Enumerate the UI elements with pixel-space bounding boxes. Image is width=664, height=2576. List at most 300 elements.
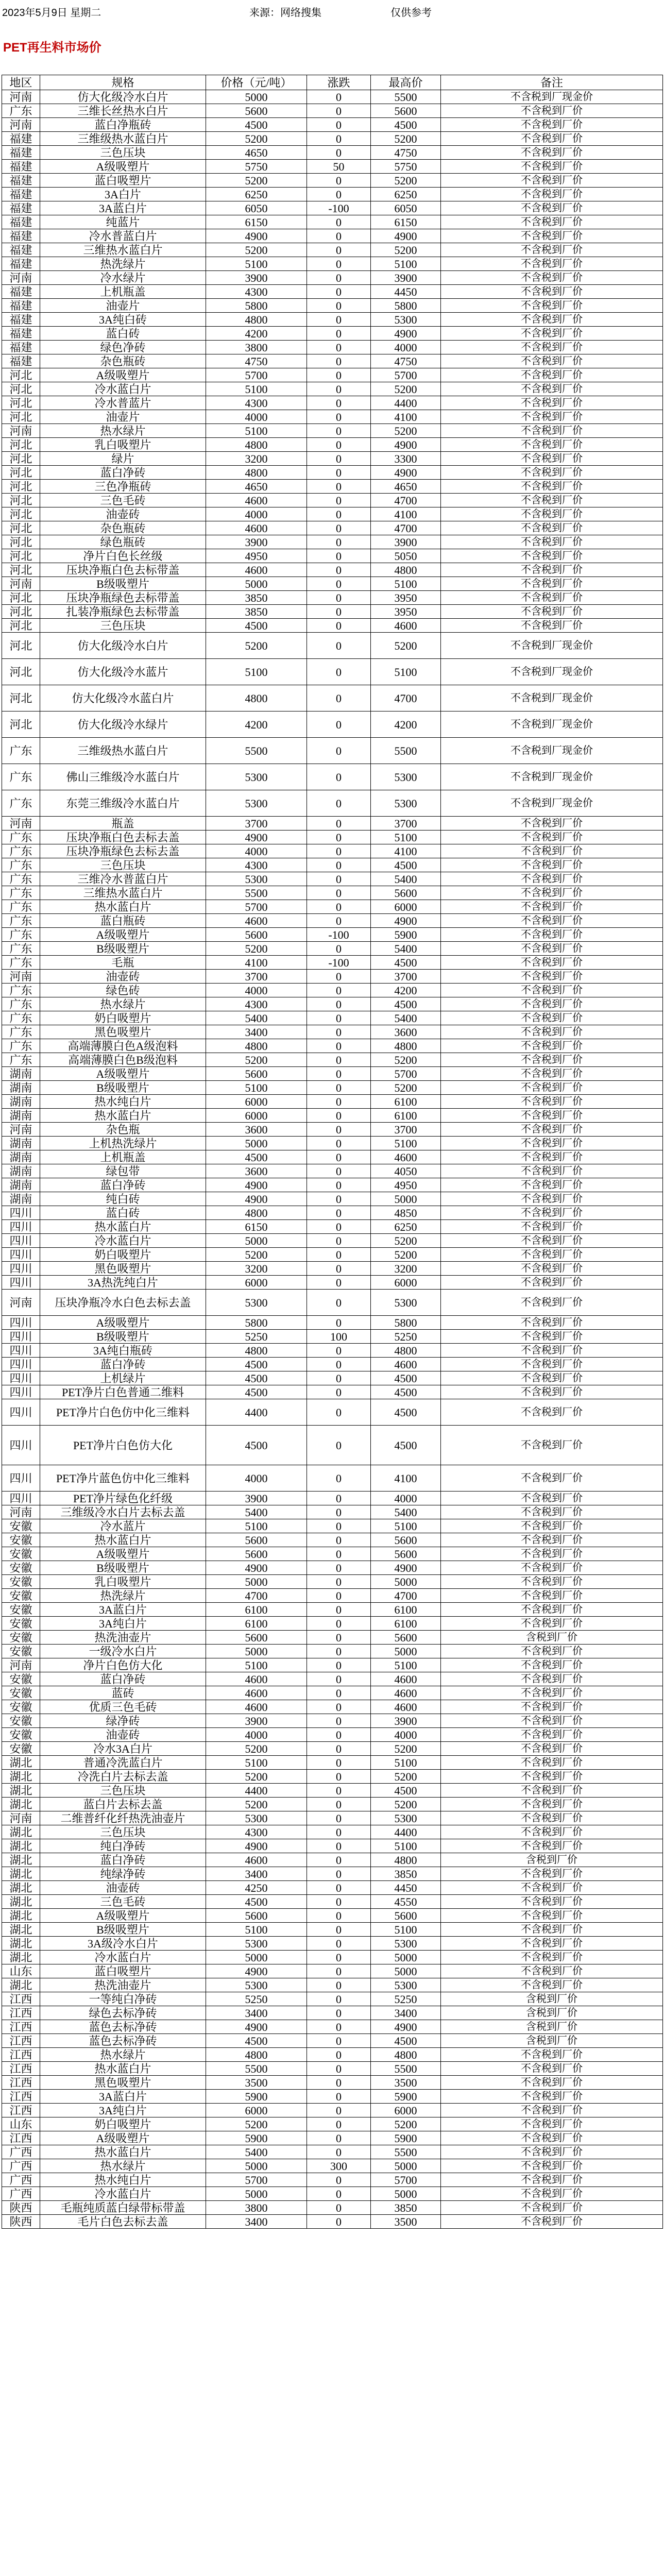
column-header: 价格（元/吨） xyxy=(206,75,307,90)
cell-change: 0 xyxy=(307,1109,371,1123)
cell-region: 广东 xyxy=(2,997,40,1011)
cell-spec: 热水绿片 xyxy=(40,2048,206,2062)
cell-spec: A级吸塑片 xyxy=(40,1316,206,1330)
cell-change: 0 xyxy=(307,2104,371,2117)
table-row xyxy=(2,1262,663,1276)
cell-note: 不含税到厂价 xyxy=(441,2145,663,2159)
cell-price: 5200 xyxy=(206,243,307,257)
cell-note: 含税到厂价 xyxy=(441,2006,663,2020)
cell-spec: 冷洗白片去标去盖 xyxy=(40,1770,206,1784)
cell-price: 6000 xyxy=(206,1095,307,1109)
cell-price: 6000 xyxy=(206,1276,307,1290)
cell-spec: 三色毛砖 xyxy=(40,1895,206,1909)
cell-region: 河北 xyxy=(2,494,40,507)
cell-high: 5500 xyxy=(371,90,441,104)
cell-price: 4300 xyxy=(206,285,307,299)
cell-note: 不含税到厂价 xyxy=(441,984,663,997)
cell-high: 5000 xyxy=(371,1964,441,1978)
cell-region: 湖南 xyxy=(2,1109,40,1123)
cell-note: 不含税到厂价 xyxy=(441,1025,663,1039)
cell-high: 3950 xyxy=(371,591,441,605)
table-row xyxy=(2,1951,663,1964)
cell-change: 0 xyxy=(307,591,371,605)
cell-change: 0 xyxy=(307,1234,371,1248)
cell-high: 5800 xyxy=(371,299,441,313)
cell-change: 0 xyxy=(307,1248,371,1262)
cell-high: 5100 xyxy=(371,1658,441,1672)
cell-region: 福建 xyxy=(2,160,40,174)
table-row xyxy=(2,563,663,577)
cell-high: 4800 xyxy=(371,563,441,577)
cell-spec: 三维冷水普蓝白片 xyxy=(40,872,206,886)
table-row xyxy=(2,1164,663,1178)
cell-high: 5100 xyxy=(371,1137,441,1150)
cell-region: 江西 xyxy=(2,2020,40,2034)
cell-spec: 上机绿片 xyxy=(40,1371,206,1385)
cell-change: 0 xyxy=(307,1426,371,1465)
table-row xyxy=(2,1561,663,1575)
cell-high: 4800 xyxy=(371,1039,441,1053)
cell-change: 0 xyxy=(307,215,371,229)
table-row xyxy=(2,494,663,507)
cell-note: 不含税到厂价 xyxy=(441,942,663,956)
cell-high: 4900 xyxy=(371,466,441,480)
cell-note: 不含税到厂价 xyxy=(441,844,663,858)
cell-spec: 三色压块 xyxy=(40,619,206,633)
cell-note: 不含税到厂价 xyxy=(441,1137,663,1150)
cell-region: 河北 xyxy=(2,396,40,410)
cell-note: 不含税到厂价 xyxy=(441,2173,663,2187)
cell-change: 0 xyxy=(307,1895,371,1909)
cell-price: 5700 xyxy=(206,900,307,914)
cell-region: 河北 xyxy=(2,521,40,535)
cell-region: 湖南 xyxy=(2,1081,40,1095)
cell-change: 0 xyxy=(307,1839,371,1853)
cell-region: 广东 xyxy=(2,872,40,886)
cell-region: 陕西 xyxy=(2,2201,40,2215)
cell-price: 5000 xyxy=(206,90,307,104)
table-row xyxy=(2,790,663,817)
cell-spec: 三色净瓶砖 xyxy=(40,480,206,494)
cell-price: 5100 xyxy=(206,1081,307,1095)
cell-change: 0 xyxy=(307,619,371,633)
cell-change: 0 xyxy=(307,327,371,341)
cell-high: 5600 xyxy=(371,104,441,118)
cell-spec: 奶白吸塑片 xyxy=(40,1011,206,1025)
cell-note: 不含税到厂价 xyxy=(441,1519,663,1533)
cell-price: 5200 xyxy=(206,2117,307,2131)
cell-spec: 黑色吸塑片 xyxy=(40,2076,206,2090)
cell-price: 5600 xyxy=(206,104,307,118)
cell-region: 福建 xyxy=(2,146,40,160)
cell-note: 不含税到厂价 xyxy=(441,2104,663,2117)
cell-spec: 纯白净砖 xyxy=(40,1839,206,1853)
cell-spec: 压块净瓶绿色去标去盖 xyxy=(40,844,206,858)
cell-note: 不含税到厂价 xyxy=(441,507,663,521)
cell-region: 河南 xyxy=(2,1505,40,1519)
cell-region: 河北 xyxy=(2,633,40,659)
cell-change: 0 xyxy=(307,410,371,424)
cell-high: 4700 xyxy=(371,521,441,535)
cell-change: 0 xyxy=(307,1881,371,1895)
cell-note: 不含税到厂价 xyxy=(441,257,663,271)
cell-spec: 冷水普蓝白片 xyxy=(40,229,206,243)
cell-spec: PET净片蓝色仿中化三维料 xyxy=(40,1465,206,1492)
cell-price: 4500 xyxy=(206,118,307,132)
cell-region: 河北 xyxy=(2,480,40,494)
table-row xyxy=(2,1603,663,1617)
cell-region: 广东 xyxy=(2,1025,40,1039)
cell-note: 不含税到厂价 xyxy=(441,886,663,900)
cell-high: 5200 xyxy=(371,1053,441,1067)
cell-change: 0 xyxy=(307,438,371,452)
cell-spec: 热水蓝白片 xyxy=(40,900,206,914)
cell-change: 0 xyxy=(307,549,371,563)
cell-note: 不含税到厂价 xyxy=(441,1728,663,1742)
cell-note: 含税到厂价 xyxy=(441,1631,663,1645)
cell-price: 5300 xyxy=(206,1290,307,1316)
cell-price: 4500 xyxy=(206,1371,307,1385)
cell-note: 不含税到厂价 xyxy=(441,1951,663,1964)
cell-spec: 油壶片 xyxy=(40,299,206,313)
table-row xyxy=(2,174,663,188)
table-row xyxy=(2,1937,663,1951)
table-row xyxy=(2,858,663,872)
cell-spec: 仿大化级冷水蓝片 xyxy=(40,659,206,685)
cell-price: 5000 xyxy=(206,1575,307,1589)
cell-price: 4800 xyxy=(206,2048,307,2062)
cell-change: 0 xyxy=(307,1964,371,1978)
cell-note: 不含税到厂价 xyxy=(441,1465,663,1492)
cell-region: 四川 xyxy=(2,1316,40,1330)
cell-region: 广东 xyxy=(2,886,40,900)
table-row xyxy=(2,341,663,354)
table-row xyxy=(2,591,663,605)
cell-spec: 蓝白砖 xyxy=(40,327,206,341)
cell-change: 0 xyxy=(307,257,371,271)
cell-change: 0 xyxy=(307,1465,371,1492)
table-row xyxy=(2,1811,663,1825)
cell-note: 不含税到厂价 xyxy=(441,1399,663,1426)
cell-note: 不含税到厂价 xyxy=(441,494,663,507)
cell-change: 0 xyxy=(307,354,371,368)
cell-region: 河南 xyxy=(2,1811,40,1825)
cell-spec: 蓝白净砖 xyxy=(40,1358,206,1371)
cell-region: 广东 xyxy=(2,104,40,118)
cell-note: 不含税到厂价 xyxy=(441,299,663,313)
cell-note: 不含税到厂价 xyxy=(441,1867,663,1881)
cell-region: 安徽 xyxy=(2,1686,40,1700)
cell-high: 4000 xyxy=(371,1492,441,1505)
cell-region: 河北 xyxy=(2,659,40,685)
table-row xyxy=(2,1385,663,1399)
cell-high: 3700 xyxy=(371,817,441,831)
table-row xyxy=(2,1839,663,1853)
table-row xyxy=(2,480,663,494)
cell-note: 不含税到厂价 xyxy=(441,1978,663,1992)
cell-note: 不含税到厂价 xyxy=(441,341,663,354)
table-row xyxy=(2,1909,663,1923)
cell-price: 4800 xyxy=(206,685,307,711)
cell-change: 0 xyxy=(307,1951,371,1964)
cell-change: 0 xyxy=(307,1575,371,1589)
cell-region: 湖北 xyxy=(2,1867,40,1881)
cell-change: 0 xyxy=(307,1053,371,1067)
cell-change: 0 xyxy=(307,984,371,997)
cell-price: 5000 xyxy=(206,577,307,591)
cell-note: 不含税到厂价 xyxy=(441,424,663,438)
cell-spec: 油壶砖 xyxy=(40,1728,206,1742)
cell-high: 6100 xyxy=(371,1109,441,1123)
cell-price: 5900 xyxy=(206,2090,307,2104)
cell-spec: B级吸塑片 xyxy=(40,577,206,591)
cell-spec: 乳白吸塑片 xyxy=(40,1575,206,1589)
table-row xyxy=(2,2006,663,2020)
cell-note: 不含税到厂价 xyxy=(441,354,663,368)
cell-region: 四川 xyxy=(2,1276,40,1290)
header-bar xyxy=(0,0,664,23)
cell-region: 湖北 xyxy=(2,1881,40,1895)
cell-high: 5000 xyxy=(371,1645,441,1658)
cell-change: 0 xyxy=(307,507,371,521)
cell-region: 四川 xyxy=(2,1465,40,1492)
cell-change: 0 xyxy=(307,424,371,438)
cell-spec: A级吸塑片 xyxy=(40,928,206,942)
table-row xyxy=(2,2145,663,2159)
cell-change: 0 xyxy=(307,2215,371,2229)
cell-region: 四川 xyxy=(2,1344,40,1358)
cell-change: 0 xyxy=(307,2173,371,2187)
cell-region: 广西 xyxy=(2,2187,40,2201)
cell-price: 4000 xyxy=(206,507,307,521)
cell-spec: 绿色砖 xyxy=(40,984,206,997)
cell-note: 不含税到厂价 xyxy=(441,396,663,410)
table-row xyxy=(2,711,663,738)
cell-region: 广东 xyxy=(2,928,40,942)
cell-spec: 3A纯白片 xyxy=(40,1617,206,1631)
cell-price: 4950 xyxy=(206,549,307,563)
cell-change: 0 xyxy=(307,886,371,900)
cell-change: 0 xyxy=(307,382,371,396)
cell-note: 不含税到厂价 xyxy=(441,1645,663,1658)
cell-note: 不含税到厂价 xyxy=(441,452,663,466)
cell-region: 四川 xyxy=(2,1248,40,1262)
cell-note: 不含税到厂价 xyxy=(441,1964,663,1978)
cell-price: 5100 xyxy=(206,424,307,438)
table-row xyxy=(2,1686,663,1700)
table-row xyxy=(2,1825,663,1839)
cell-region: 广东 xyxy=(2,764,40,790)
table-row xyxy=(2,1895,663,1909)
cell-region: 湖南 xyxy=(2,1178,40,1192)
cell-note: 不含税到厂价 xyxy=(441,1330,663,1344)
cell-high: 5100 xyxy=(371,659,441,685)
cell-spec: 油壶砖 xyxy=(40,1881,206,1895)
cell-price: 4800 xyxy=(206,1344,307,1358)
cell-high: 4500 xyxy=(371,1784,441,1798)
cell-note: 不含税到厂价 xyxy=(441,1742,663,1756)
table-row xyxy=(2,738,663,764)
cell-price: 4900 xyxy=(206,229,307,243)
cell-note: 不含税到厂价 xyxy=(441,1756,663,1770)
cell-region: 山东 xyxy=(2,1964,40,1978)
cell-price: 3400 xyxy=(206,2215,307,2229)
cell-region: 广东 xyxy=(2,738,40,764)
cell-high: 4000 xyxy=(371,341,441,354)
cell-change: 0 xyxy=(307,535,371,549)
cell-high: 5100 xyxy=(371,1756,441,1770)
cell-price: 6050 xyxy=(206,201,307,215)
cell-change: 0 xyxy=(307,521,371,535)
cell-high: 5200 xyxy=(371,1248,441,1262)
cell-change: 0 xyxy=(307,2090,371,2104)
cell-note: 不含税到厂价 xyxy=(441,2201,663,2215)
cell-region: 安徽 xyxy=(2,1589,40,1603)
cell-change: 0 xyxy=(307,2006,371,2020)
table-row xyxy=(2,2104,663,2117)
cell-change: 0 xyxy=(307,1011,371,1025)
cell-high: 4900 xyxy=(371,229,441,243)
cell-region: 广东 xyxy=(2,900,40,914)
cell-high: 4900 xyxy=(371,438,441,452)
cell-high: 4500 xyxy=(371,1385,441,1399)
cell-price: 4800 xyxy=(206,313,307,327)
date-label: 2023年5月9日 星期二 xyxy=(2,7,101,19)
cell-price: 5500 xyxy=(206,886,307,900)
cell-spec: 高端薄膜白色B级泡料 xyxy=(40,1053,206,1067)
cell-high: 4200 xyxy=(371,711,441,738)
cell-spec: 油壶砖 xyxy=(40,970,206,984)
cell-region: 湖北 xyxy=(2,1895,40,1909)
cell-region: 广东 xyxy=(2,1053,40,1067)
cell-high: 5250 xyxy=(371,1330,441,1344)
table-row xyxy=(2,2048,663,2062)
cell-price: 4500 xyxy=(206,1150,307,1164)
cell-spec: 杂色瓶砖 xyxy=(40,521,206,535)
cell-change: 0 xyxy=(307,1756,371,1770)
cell-region: 湖北 xyxy=(2,1978,40,1992)
table-row xyxy=(2,1714,663,1728)
cell-region: 广东 xyxy=(2,984,40,997)
cell-note: 不含税到厂价 xyxy=(441,1234,663,1248)
cell-change: 0 xyxy=(307,1095,371,1109)
cell-spec: PET净片绿色化纤级 xyxy=(40,1492,206,1505)
cell-note: 不含税到厂价 xyxy=(441,1371,663,1385)
column-header: 涨跌 xyxy=(307,75,371,90)
cell-spec: 热水纯白片 xyxy=(40,2173,206,2187)
table-row xyxy=(2,844,663,858)
cell-note: 不含税到厂价 xyxy=(441,1262,663,1276)
cell-region: 河北 xyxy=(2,438,40,452)
cell-region: 江西 xyxy=(2,2090,40,2104)
cell-spec: 三色压块 xyxy=(40,1784,206,1798)
cell-change: 0 xyxy=(307,1547,371,1561)
table-row xyxy=(2,1867,663,1881)
cell-high: 3300 xyxy=(371,452,441,466)
cell-region: 四川 xyxy=(2,1234,40,1248)
cell-price: 3500 xyxy=(206,2076,307,2090)
cell-note: 不含税到厂价 xyxy=(441,285,663,299)
cell-region: 湖南 xyxy=(2,1095,40,1109)
cell-change: 0 xyxy=(307,1867,371,1881)
cell-region: 河南 xyxy=(2,970,40,984)
cell-note: 不含税到厂现金价 xyxy=(441,659,663,685)
table-row xyxy=(2,2090,663,2104)
cell-change: 0 xyxy=(307,1909,371,1923)
cell-high: 5300 xyxy=(371,313,441,327)
cell-spec: B级吸塑片 xyxy=(40,1923,206,1937)
cell-region: 江西 xyxy=(2,2062,40,2076)
cell-price: 4500 xyxy=(206,619,307,633)
cell-region: 江西 xyxy=(2,2131,40,2145)
cell-note: 不含税到厂价 xyxy=(441,956,663,970)
cell-price: 5200 xyxy=(206,942,307,956)
cell-change: 0 xyxy=(307,188,371,201)
cell-price: 5200 xyxy=(206,633,307,659)
cell-region: 湖北 xyxy=(2,1770,40,1784)
cell-spec: 冷水蓝白片 xyxy=(40,382,206,396)
cell-spec: A级吸塑片 xyxy=(40,368,206,382)
cell-region: 安徽 xyxy=(2,1575,40,1589)
cell-high: 5500 xyxy=(371,2145,441,2159)
cell-change: 0 xyxy=(307,368,371,382)
cell-high: 5200 xyxy=(371,2117,441,2131)
cell-spec: 纯绿净砖 xyxy=(40,1867,206,1881)
cell-change: 0 xyxy=(307,900,371,914)
cell-price: 6000 xyxy=(206,2104,307,2117)
table-row xyxy=(2,368,663,382)
table-row xyxy=(2,2076,663,2090)
cell-change: 0 xyxy=(307,633,371,659)
cell-region: 湖南 xyxy=(2,1192,40,1206)
cell-high: 5200 xyxy=(371,174,441,188)
cell-price: 5100 xyxy=(206,1923,307,1937)
cell-high: 3900 xyxy=(371,1714,441,1728)
cell-change: 0 xyxy=(307,341,371,354)
cell-change: 0 xyxy=(307,605,371,619)
cell-region: 河南 xyxy=(2,271,40,285)
cell-note: 不含税到厂现金价 xyxy=(441,738,663,764)
table-row xyxy=(2,1881,663,1895)
cell-region: 湖南 xyxy=(2,1164,40,1178)
cell-price: 5700 xyxy=(206,2173,307,2187)
cell-region: 福建 xyxy=(2,327,40,341)
cell-region: 安徽 xyxy=(2,1533,40,1547)
cell-note: 不含税到厂价 xyxy=(441,201,663,215)
cell-spec: PET净片白色仿大化 xyxy=(40,1426,206,1465)
cell-change: 0 xyxy=(307,738,371,764)
cell-price: 4600 xyxy=(206,494,307,507)
cell-note: 不含税到厂价 xyxy=(441,831,663,844)
cell-price: 4900 xyxy=(206,1192,307,1206)
table-row xyxy=(2,900,663,914)
cell-high: 4400 xyxy=(371,396,441,410)
cell-spec: 扎装净瓶绿色去标带盖 xyxy=(40,605,206,619)
cell-price: 3900 xyxy=(206,271,307,285)
cell-region: 广东 xyxy=(2,942,40,956)
cell-note: 不含税到厂价 xyxy=(441,1937,663,1951)
cell-change: 0 xyxy=(307,1978,371,1992)
cell-spec: 热洗绿片 xyxy=(40,257,206,271)
cell-region: 广东 xyxy=(2,1011,40,1025)
cell-price: 3700 xyxy=(206,817,307,831)
cell-high: 3700 xyxy=(371,1123,441,1137)
cell-note: 不含税到厂现金价 xyxy=(441,764,663,790)
cell-price: 4650 xyxy=(206,480,307,494)
cell-note: 不含税到厂价 xyxy=(441,438,663,452)
cell-price: 4650 xyxy=(206,146,307,160)
cell-spec: 净片白色长丝级 xyxy=(40,549,206,563)
